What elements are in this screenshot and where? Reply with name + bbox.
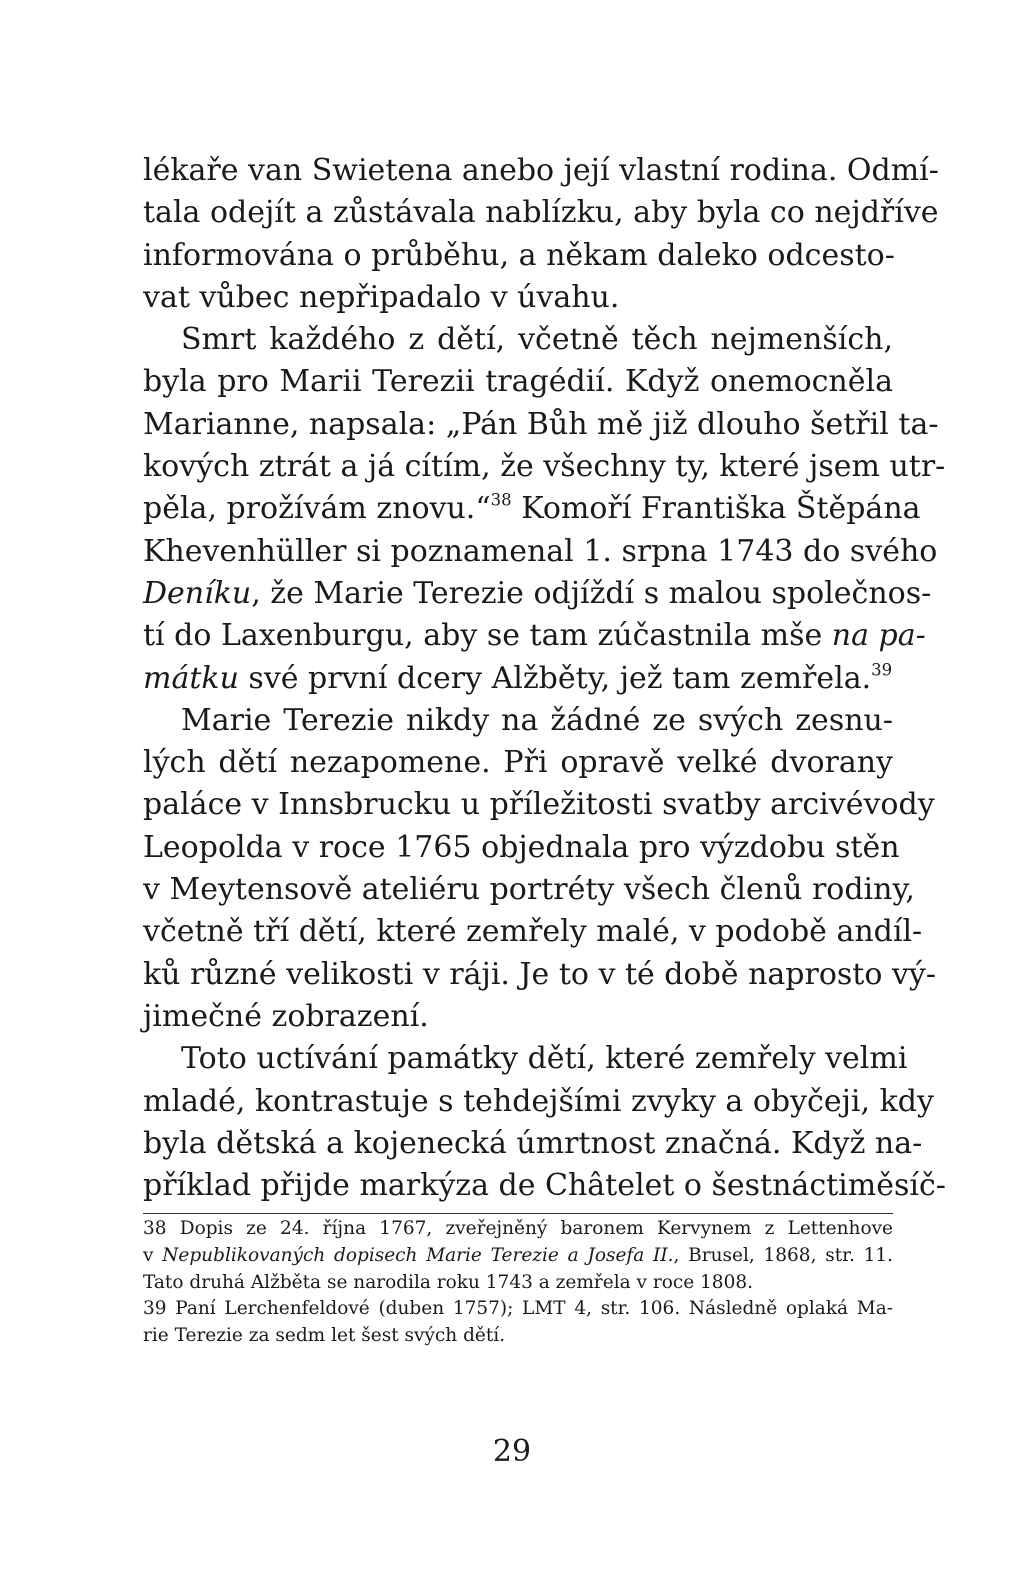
text-line: [143, 996, 893, 1038]
text-run: Marie Terezie nikdy na žádné ze svých zesnu-: [181, 702, 893, 738]
text-run: Komoří Františka Štěpána: [511, 491, 921, 527]
text-line: [143, 784, 935, 826]
text-line: [143, 1165, 946, 1207]
text-line: [143, 192, 939, 234]
footnote-line: [143, 1216, 893, 1243]
text-run: paláce v Innsbrucku u příležitosti svatby arcivévody: [143, 787, 935, 823]
italic-text: mátku: [143, 660, 239, 696]
text-run: své první dcery Alžběty, jež tam zemřela.: [238, 660, 872, 696]
page-number: 29: [492, 1434, 532, 1469]
text-line: [143, 319, 893, 361]
text-run: Toto uctívání památky dětí, které zemřely velmi: [181, 1041, 908, 1077]
text-line: [143, 869, 915, 911]
text-run: včetně tří dětí, které zemřely malé, v podobě andíl-: [143, 914, 923, 950]
text-line: [143, 1081, 934, 1123]
text-line: [143, 573, 932, 615]
text-run: pěla, prožívám znovu.“: [143, 491, 491, 527]
text-run: tala odejít a zůstávala nablízku, aby byla co nejdříve: [143, 195, 939, 231]
footnotes: [143, 1216, 893, 1350]
text-run: byla dětská a kojenecká úmrtnost značná. Když na-: [143, 1125, 923, 1161]
text-run: informována o průběhu, a někam daleko odcesto-: [143, 237, 895, 273]
text-line: [143, 827, 900, 869]
footnote-rule: [143, 1213, 893, 1214]
footnote-line: [143, 1243, 893, 1270]
text-line: [143, 531, 938, 573]
footnote-line: [143, 1323, 893, 1350]
text-line: [143, 700, 893, 742]
text-run: byla pro Marii Terezii tragédií. Když onemocněla: [143, 364, 893, 400]
text-line: [143, 615, 926, 657]
text-run: rie Terezie za sedm let šest svých dětí.: [143, 1325, 506, 1347]
text-run: lékaře van Swietena anebo její vlastní rodina. Odmí-: [143, 153, 939, 188]
text-run: , že Marie Terezie odjíždí s malou společnos-: [251, 575, 932, 611]
text-line: [143, 446, 946, 488]
footnote-reference[interactable]: 39: [871, 660, 893, 680]
text-run: Leopolda v roce 1765 objednala pro výzdobu stěn: [143, 829, 900, 865]
italic-text: na pa-: [831, 618, 926, 654]
text-line: [143, 742, 893, 784]
italic-text: Deníku: [143, 575, 252, 611]
text-line: [143, 658, 893, 700]
text-run: Tato druhá Alžběta se narodila roku 1743 a zemřela v roce 1808.: [143, 1271, 753, 1293]
text-line: [143, 150, 939, 192]
text-run: v: [143, 1244, 163, 1266]
text-run: mladé, kontrastuje s tehdejšími zvyky a obyčeji, kdy: [143, 1083, 934, 1119]
text-line: [143, 277, 893, 319]
text-run: vat vůbec nepřipadalo v úvahu.: [143, 279, 620, 315]
text-run: 39 Paní Lerchenfeldové (duben 1757); LMT 4, str. 106. Následně oplaká Ma-: [143, 1298, 893, 1320]
italic-text: Nepublikovaných dopisech Marie Terezie a Josefa II.: [162, 1244, 674, 1266]
text-run: v Meytensově ateliéru portréty všech členů rodiny,: [143, 872, 915, 908]
text-line: [143, 1038, 908, 1080]
text-run: , Brusel, 1868, str. 11.: [673, 1244, 893, 1266]
text-line: [143, 1123, 923, 1165]
text-run: Khevenhüller si poznamenal 1. srpna 1743 do svého: [143, 533, 938, 569]
text-run: Marianne, napsala: „Pán Bůh mě již dlouho šetřil ta-: [143, 406, 939, 442]
text-line: [143, 361, 893, 403]
body-text: [143, 150, 946, 1207]
text-run: ků různé velikosti v ráji. Je to v té době naprosto vý-: [143, 956, 936, 992]
footnote-line: [143, 1270, 893, 1297]
text-line: [143, 488, 921, 530]
text-line: [143, 404, 939, 446]
footnote-reference[interactable]: 38: [490, 491, 512, 510]
text-line: [143, 235, 893, 277]
text-line: [143, 954, 936, 996]
text-run: 38 Dopis ze 24. října 1767, zveřejněný baronem Kervynem z Lettenhove: [143, 1218, 893, 1239]
text-run: příklad přijde markýza de Châtelet o šestnáctiměsíč-: [143, 1168, 946, 1204]
text-run: tí do Laxenburgu, aby se tam zúčastnila mše: [143, 618, 832, 654]
text-run: Smrt každého z dětí, včetně těch nejmenších,: [181, 322, 893, 358]
text-run: jimečné zobrazení.: [143, 998, 429, 1034]
text-run: lých dětí nezapomene. Při opravě velké dvorany: [143, 745, 893, 781]
text-run: kových ztrát a já cítím, že všechny ty, které jsem utr-: [143, 449, 946, 485]
footnote-line: [143, 1296, 893, 1323]
text-line: [143, 911, 923, 953]
